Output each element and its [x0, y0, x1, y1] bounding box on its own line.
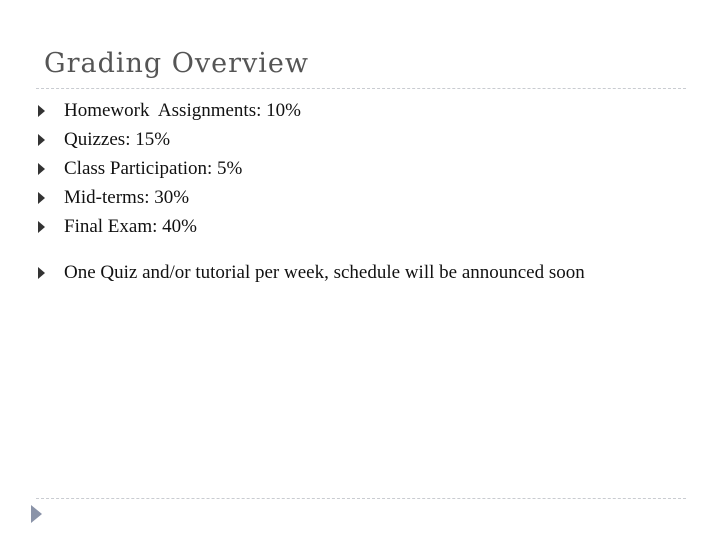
bullet-item: [36, 125, 585, 154]
triangle-right-icon: [38, 192, 45, 204]
bullet-text: Homework Assignments: 10%: [64, 99, 301, 121]
slide-title: Grading Overview: [44, 48, 309, 79]
bullet-item: [36, 212, 585, 241]
triangle-right-icon: [38, 134, 45, 146]
bullet-text: Class Participation: 5%: [64, 157, 243, 179]
triangle-right-icon: [38, 267, 45, 279]
triangle-right-icon: [38, 221, 45, 233]
bullet-item: [36, 96, 585, 125]
triangle-right-icon: [38, 163, 45, 175]
bullet-list: [36, 96, 585, 287]
bullet-item: [36, 258, 585, 287]
play-triangle-icon[interactable]: [31, 505, 42, 523]
bullet-text: One Quiz and/or tutorial per week, schedule will be announced soon: [64, 261, 585, 283]
bullet-text: Quizzes: 15%: [64, 128, 171, 150]
title-divider: [36, 88, 686, 89]
triangle-right-icon: [38, 105, 45, 117]
footer-divider: [36, 498, 686, 499]
bullet-item: [36, 183, 585, 212]
bullet-item: [36, 154, 585, 183]
bullet-text: Mid-terms: 30%: [64, 186, 190, 208]
bullet-text: Final Exam: 40%: [64, 215, 197, 237]
